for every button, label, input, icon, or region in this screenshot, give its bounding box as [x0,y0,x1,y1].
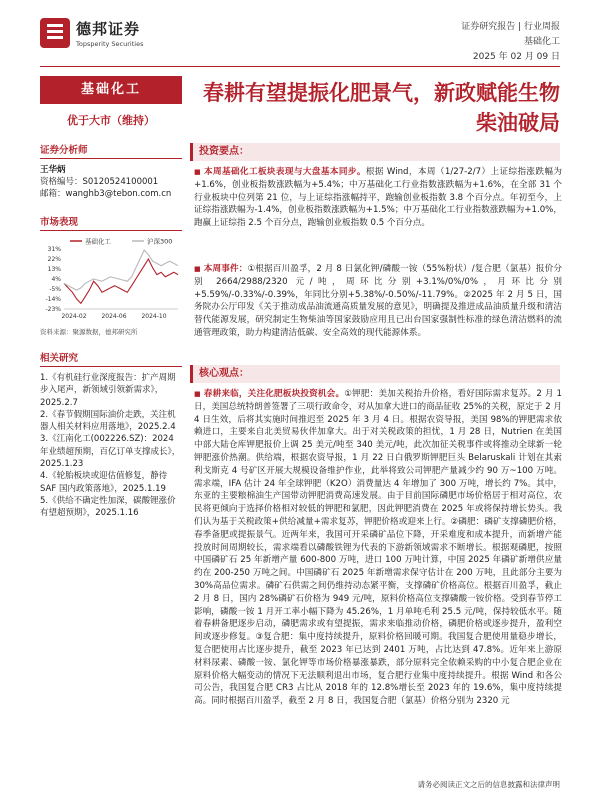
y-tick-label: 31% [47,246,61,253]
related-item[interactable]: 5.《供给不确定性加深，碳酸锂涨价有望超预期》，2025.1.16 [40,495,176,519]
related-item[interactable]: 2.《春节假期国际油价走跌，关注机器人相关材料应用落地》，2025.2.4 [40,409,176,433]
paragraph-events [194,263,562,340]
sector-label: 基础化工 [40,76,182,104]
analyst-email[interactable]: 邮箱：wanghb3@tebon.com.cn [40,189,172,199]
x-tick-label: 2024-06 [101,313,127,320]
header-divider [40,66,560,67]
chart-source: 资料来源：聚源数据，德邦研究所 [40,328,138,336]
x-tick-label: 2024-10 [141,313,167,320]
paragraph-body: ①钾肥：美加关税抬升价格，看好国际需求复苏。2 月 1 日，美国总统特朗普签署了三项行政命令，对从加拿大进口的商品征收 25%的关税，原定于 2 月 4 日生效，后将其实施时间推迟至 2025 年 3 月 4 日。根据农资导报，美国 98%的钾肥需求依赖进口，主要来自北美贸易伙伴加拿大。出于对关税政策的担忧，1 月 28 日，Nutrien 在美国中部大陆仓库钾肥报价上调 25 美元/吨至 340 美元/吨，此次加征关税事件或将推动全球新一轮钾肥涨价热潮。供给端，根据农资导报，1 月 22 日白俄罗斯钾肥巨头 Belaruskali 计划在其索利戈斯克 4 号矿区开展大规模设备维护作业，此举将致公司钾肥产量减少约 90 万~100 万吨。需求端，IFA 估计 24 年全球钾肥（K2O）消费量达 4 年增加了 300 万吨，增长约 7%。其中，东亚的主要粮棉油生产国带动钾肥消费高速发展。由于目前国际磷肥市场价格居于相对高位，农民将更倾向于选择价格相对较低的钾肥和氯肥，因此钾肥消费在 2025 年或将保持增长势头。我们认为基于关税政策+供给减量+需求复苏，钾肥价格或迎来上行。②磷肥：磷矿支撑磷肥价格，春季备肥或提振景气。近两年来，我国可开采磷矿品位下降，开采难度和成本提升，而新增产能投放时间周期较长，需求端看以磷酸铁锂为代表的下游新领域需求不断增长。根据观磷肥，按照中国磷矿石 25 年新增产量 600-800 万吨，进口 100 万吨计算，中国 2025 年磷矿新增供应量约在 200-250 万吨之间。中国磷矿石 2025 年新增需求保守估计在 200 万吨，且此部分主要为 30%高品位需求。磷矿石供需之间仍维持动态紧平衡，支撑磷矿价格高位。根据百川盈孚，截止 2 月 8 日，国内 28%磷矿石价格为 949 元/吨，原料价格高位支撑磷酸一铵价格。受到春节停工影响，磷酸一铵 1 月开工率小幅下降为 45.26%，1 月单吨毛利 25.5 元/吨，保持较低水平。随着春耕备肥逐步启动，磷肥需求或有望提振，需求来临推动价格，磷肥价格或逐步提升，盈利空间或逐步修复。③复合肥：集中度持续提升，原料价格回暖可期。我国复合肥使用量稳步增长，复合肥使用占比逐步提升，截至 2023 年已达到 2401 万吨，占比达到 47.8%。近年来上游原材料尿素、磷酸一铵、氯化钾等市场价格暴涨暴跌，部分原料完全依赖采购的中小复合肥企业在原料价格大幅变动的情况下无法顺利退出市场，复合肥行业集中度持续提升。根据 Wind 和各公司公告，我国复合肥 CR3 占比从 2018 年的 12.8%增长至 2023 年的 19.6%，集中度持续提高。同时根据百川盈孚，截至 2 月 8 日，我国复合肥（氯基）价格分别为 2320 元 [194,389,562,707]
analyst-info [40,164,182,200]
market-chart [40,235,182,325]
investment-points-header: 投资要点： [190,143,560,161]
paragraph-lead: 本周基础化工板块表现与大盘基本同步。 [204,167,366,177]
report-date: 2025 年 02 月 09 日 [472,52,560,62]
y-tick-label: 22% [47,256,61,263]
y-tick-label: -14% [45,296,61,303]
bullet-icon: ■ [194,390,201,398]
paragraph-lead: 本周事件： [203,264,248,274]
legend-label: 沪深300 [147,237,173,246]
related-section-title: 相关研究 [40,350,182,367]
series-line [64,250,178,290]
report-type: 证券研究报告 | 行业周报 [461,22,560,32]
disclaimer-footer: 请务必阅读正文之后的信息披露和法律声明 [417,780,560,789]
header-sector: 基础化工 [523,37,560,47]
company-name-en: Topsperity Securities [76,40,144,48]
analyst-cert: 资格编号：S0120524100001 [40,177,159,187]
logo-mark-icon [40,18,70,48]
bullet-icon: ■ [194,168,202,176]
paragraph-market [194,166,562,230]
report-header [0,0,600,75]
legend-label: 基础化工 [85,237,111,246]
company-name-cn: 德邦证券 [76,20,141,38]
y-tick-label: -23% [45,306,61,313]
report-title: 春耕有望提振化肥景气，新政赋能生物柴油破局 [203,80,560,135]
sidebar [40,76,182,520]
paragraph-core [194,388,562,708]
y-tick-label: 13% [47,266,61,273]
related-list [40,372,182,520]
core-views-header: 核心观点： [190,365,560,383]
x-tick-label: 2024-02 [61,313,87,320]
rating: 优于大市（维持） [67,114,155,127]
company-logo [40,18,143,48]
paragraph-body: ①根据百川盈孚，2 月 8 日氯化钾/磷酸一铵（55%粉状）/复合肥（氯基）报价分别 2664/2988/2320 元/吨，周环比分别+3.1%/0%/0%，月环比分别+5.59%/-0.33%/-0.39%，年同比分别+5.38%/-0.50%/-11.79%。②2025 年 2 月 5 日，国务院办公厅印发《关于推动成品油流通高质量发展的意见》，明确提及推进成品油质量升级和清洁替代能源发展，研究制定生物柴油等国家鼓励应用且已出台国家强制性标准的绿色清洁燃料的流通管理政策，助力构建清洁低碳、安全高效的现代能源体系。 [194,264,562,338]
paragraph-body: 根据 Wind，本周（1/27-2/7）上证综指涨跌幅为+1.6%，创业板指数涨跌幅为+5.4%；中万基础化工行业指数涨跌幅为+1.6%，在全部 31 个行业板块中位列第 21 位，与上证综指涨幅持平，跑输创业板指数 3.8 个百分点。年初至今，上证综指涨跌幅为-1.4%，创业板指数涨跌幅为+1.5%；中万基础化工行业指数涨跌幅为+1.0%，跑赢上证综指 2.5 个百分点，跑输创业板指数 0.5 个百分点。 [194,167,562,229]
related-item[interactable]: 4.《轮胎板块或迎估值修复，静待 SAF 国内政策落地》，2025.1.19 [40,471,168,494]
analyst-name: 王华炳 [40,165,66,175]
paragraph-lead: 春耕来临，关注化肥板块投资机会。 [203,389,345,399]
related-item[interactable]: 1.《有机硅行业深度报告：扩产周期步入尾声，新领域引领新需求》，2025.2.7 [40,373,176,408]
y-tick-label: 4% [51,276,61,283]
header-meta [461,20,560,65]
market-section-title: 市场表现 [40,214,182,231]
bullet-icon: ■ [194,265,201,273]
related-item[interactable]: 3.《江南化工(002226.SZ)：2024 年业绩超预期，百亿订单支撑成长》，2025.1.23 [40,434,181,470]
analyst-section-title: 证券分析师 [40,142,182,159]
y-tick-label: -5% [49,286,61,293]
market-chart-svg [40,235,182,325]
